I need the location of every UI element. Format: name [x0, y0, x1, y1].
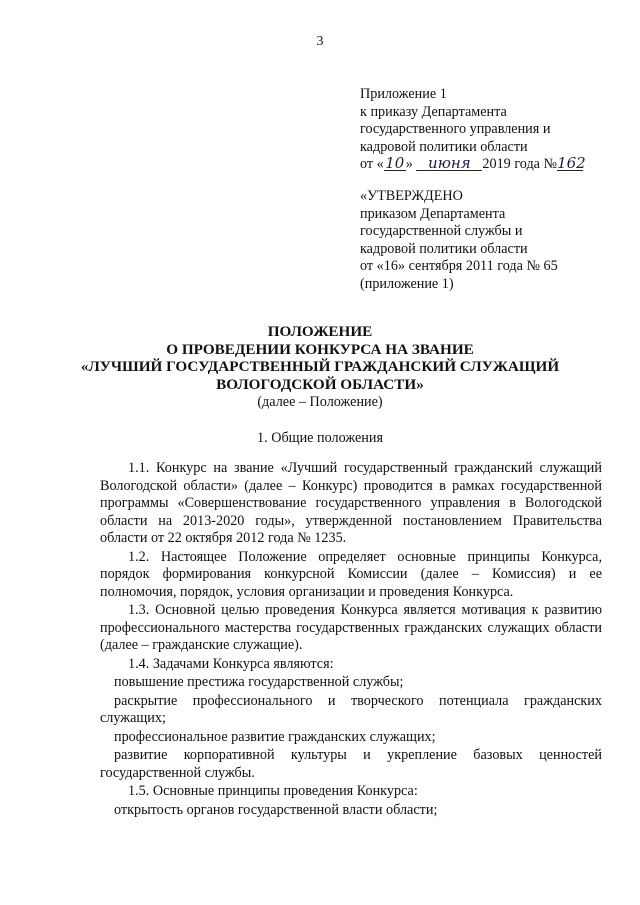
approval-line: приказом Департамента	[360, 205, 506, 222]
appendix-line: кадровой политики области	[360, 138, 528, 155]
approval-line: государственной службы и	[360, 223, 523, 240]
date-prefix: от «	[360, 156, 384, 173]
date-year: 2019 года №	[482, 156, 558, 173]
title-line: О ПРОВЕДЕНИИ КОНКУРСА НА ЗВАНИЕ	[166, 340, 474, 358]
paragraph: 1.4. Задачами Конкурса являются:	[128, 655, 334, 672]
document-title	[80, 323, 560, 411]
list-item: развитие корпоративной культуры и укрепление базовых ценностей государственной службы.	[100, 747, 602, 781]
handwritten-number: 162	[557, 154, 586, 173]
handwritten-day: 10	[385, 154, 405, 173]
body-text	[100, 460, 602, 819]
title-line: ПОЛОЖЕНИЕ	[267, 323, 373, 340]
approval-line: «УТВЕРЖДЕНО	[360, 188, 463, 204]
handwritten-month: июня	[416, 156, 482, 171]
approval-block	[360, 188, 630, 294]
list-item: повышение престижа государственной службы;	[114, 674, 404, 690]
appendix-block	[360, 86, 630, 174]
paragraph: 1.3. Основной целью проведения Конкурса является мотивация к развитию профессионального мастерства государственных гражданских служащих области (далее – гражданские служащие).	[100, 602, 602, 653]
list-item: раскрытие профессионального и творческого потенциала гражданских служащих;	[100, 692, 602, 726]
date-day-close: »	[405, 156, 413, 173]
appendix-line: государственного управления и	[360, 121, 551, 138]
approval-line: от «16» сентября 2011 года № 65	[360, 258, 558, 275]
appendix-date-line	[360, 156, 630, 174]
appendix-line: к приказу Департамента	[360, 103, 507, 120]
paragraph: 1.1. Конкурс на звание «Лучший государственный гражданский служащий Вологодской области» (далее – Конкурс) проводится в рамках государственной программы «Совершенствование государственного управления в Вологодской области на 2013-2020 годы», утвержденной постановлением Правительства области от 22 октября 2012 года № 1235.	[100, 460, 602, 546]
paragraph: 1.5. Основные принципы проведения Конкурса:	[128, 783, 418, 799]
appendix-line: Приложение 1	[360, 86, 447, 102]
approval-line: кадровой политики области	[360, 240, 528, 257]
title-subtitle: (далее – Положение)	[257, 394, 383, 411]
title-line: «ЛУЧШИЙ ГОСУДАРСТВЕННЫЙ ГРАЖДАНСКИЙ СЛУЖАЩИЙ	[80, 358, 560, 376]
section-heading: 1. Общие положения	[257, 430, 383, 446]
list-item: открытость органов государственной власти области;	[114, 801, 438, 818]
title-line: ВОЛОГОДСКОЙ ОБЛАСТИ»	[216, 375, 424, 393]
list-item: профессиональное развитие гражданских служащих;	[114, 728, 436, 745]
page-number: 3	[316, 34, 324, 49]
paragraph: 1.2. Настоящее Положение определяет основные принципы Конкурса, порядок формирования конкурсной Комиссии (далее – Комиссия) и ее полномочия, порядок, условия организации и проведения Конкурса.	[100, 548, 602, 600]
approval-line: (приложение 1)	[360, 275, 454, 292]
